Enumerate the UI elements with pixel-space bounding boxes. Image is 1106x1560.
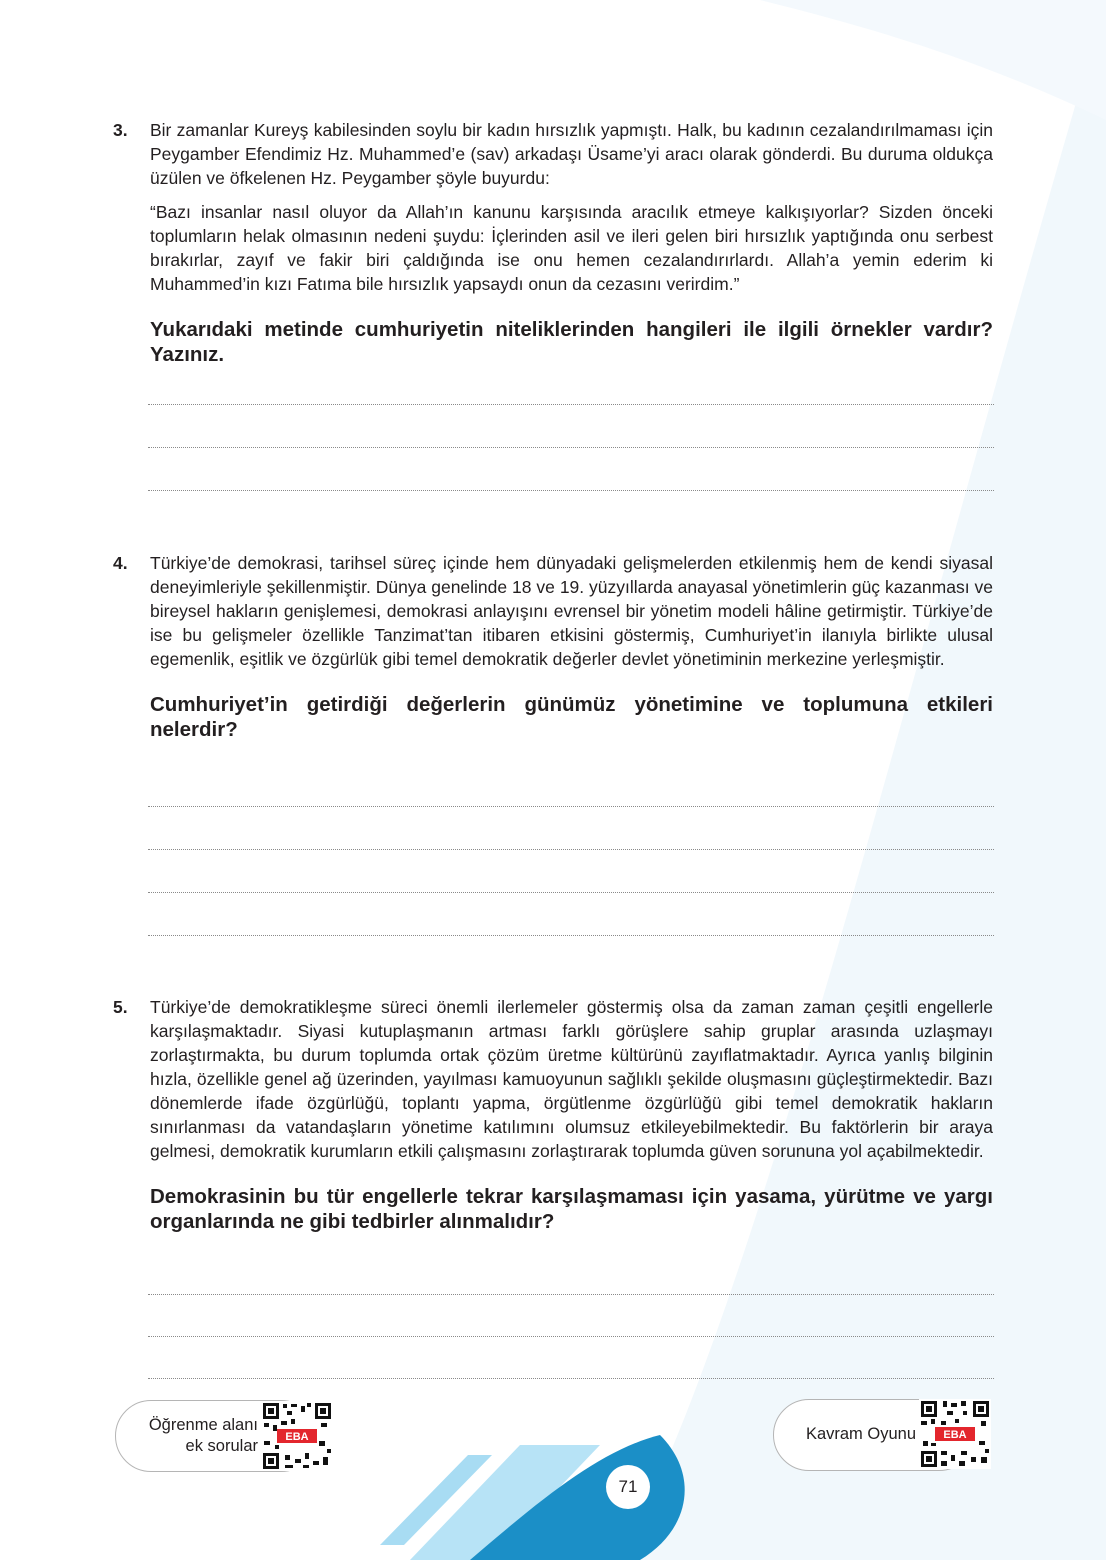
answer-line[interactable] xyxy=(148,935,994,936)
question-number: 4. xyxy=(113,553,128,573)
concept-game-label: Kavram Oyunu xyxy=(805,1425,916,1443)
qr-code-icon[interactable] xyxy=(919,1399,991,1469)
hadith-quote: “Bazı insanlar nasıl oluyor da Allah’ın kanunu karşısında aracılık etmeye kalkışıyorlar? Sizden önceki toplumların helak olmasının nedeni şuydu: İçlerinden asil ve ileri gelen biri hırsızlık yaptığında onu serbest bırakırlar, zayıf ve fakir biri çaldığında ise onu hemen cezalandırırlardı. Allah’a yemin ederim ki Muhammed’in kızı Fatıma bile hırsızlık yapsaydı onun da cezasını verirdim.” xyxy=(150,202,993,294)
question-number: 5. xyxy=(113,997,128,1017)
answer-lines-4[interactable] xyxy=(113,806,993,936)
answer-line[interactable] xyxy=(148,1378,994,1379)
qr-code-icon[interactable] xyxy=(261,1401,333,1471)
page-number: 71 xyxy=(606,1465,650,1509)
answer-line[interactable] xyxy=(148,1336,994,1337)
answer-line[interactable] xyxy=(148,404,994,405)
question-4 xyxy=(113,551,993,742)
qr-badge-label: EBA xyxy=(285,1431,309,1443)
extra-questions-label-line1: Öğrenme alanı xyxy=(148,1416,258,1434)
answer-lines-5[interactable] xyxy=(113,1294,993,1379)
question-prompt: Yukarıdaki metinde cumhuriyetin niteliklerinden hangileri ile ilgili örnekler vardır? Yazınız. xyxy=(150,318,993,366)
answer-line[interactable] xyxy=(148,806,994,807)
question-passage: Türkiye’de demokrasi, tarihsel süreç içinde hem dünyadaki gelişmelerden etkilenmiş hem de kendi siyasal deneyimleriyle şekillenmiştir. Dünya genelinde 18 ve 19. yüzyıllarda anayasal yönetimlerin güç kazanması ve bireysel hakların genişlemesi, demokrasi anlayışını evrensel bir yönetim modeli hâline getirmiştir. Türkiye’de ise bu gelişmeler özellikle Tanzimat’tan itibaren etkisini göstermiş, Cumhuriyet’in ilanıyla birlikte ulusal egemenlik, eşitlik ve özgürlük gibi temel demokratik değerler devlet yönetiminin merkezine yerleşmiştir. xyxy=(150,553,993,669)
question-passage: Bir zamanlar Kureyş kabilesinden soylu bir kadın hırsızlık yapmıştı. Halk, bu kadının cezalandırılmaması için Peygamber Efendimiz Hz. Muhammed’e (sav) arkadaşı Üsame’yi aracı olarak gönderdi. Bu duruma oldukça üzülen ve öfkelenen Hz. Peygamber şöyle buyurdu: xyxy=(150,120,993,188)
answer-line[interactable] xyxy=(148,849,994,850)
answer-line[interactable] xyxy=(148,447,994,448)
question-3 xyxy=(113,118,993,367)
question-prompt: Cumhuriyet’in getirdiği değerlerin günümüz yönetimine ve toplumuna etkileri nelerdir? xyxy=(150,693,993,741)
question-prompt: Demokrasinin bu tür engellerle tekrar karşılaşmaması için yasama, yürütme ve yargı organlarında ne gibi tedbirler alınmalıdır? xyxy=(150,1185,993,1233)
question-5 xyxy=(113,995,993,1234)
extra-questions-label-line2: ek sorular xyxy=(185,1437,258,1455)
question-passage: Türkiye’de demokratikleşme süreci önemli ilerlemeler göstermiş olsa da zaman zaman çeşitli engellerle karşılaşmaktadır. Siyasi kutuplaşmanın artması farklı görüşlere sahip gruplar arasında uzlaşmayı zorlaştırmakta, bu durum toplumda ortak çözüm üretme kültürünü zayıflatmaktadır. Ayrıca yanlış bilginin hızla, özellikle genel ağ üzerinden, yayılması kamuoyunun sağlıklı şekilde oluşmasını güçleştirmektedir. Bazı dönemlerde ifade özgürlüğü, toplantı yapma, örgütlenme özgürlüğü gibi temel demokratik hakların sınırlanması da vatandaşların yönetime katılımını olumsuz etkileyebilmektedir. Bu faktörlerin bir araya gelmesi, demokratik kurumların etkili çalışmasını zorlaştırarak toplumda güven sorununa yol açabilmektedir. xyxy=(150,997,993,1161)
answer-lines-3[interactable] xyxy=(113,404,993,491)
answer-line[interactable] xyxy=(148,490,994,491)
question-number: 3. xyxy=(113,120,128,140)
answer-line[interactable] xyxy=(148,1294,994,1295)
answer-line[interactable] xyxy=(148,892,994,893)
qr-badge-label: EBA xyxy=(943,1429,967,1441)
